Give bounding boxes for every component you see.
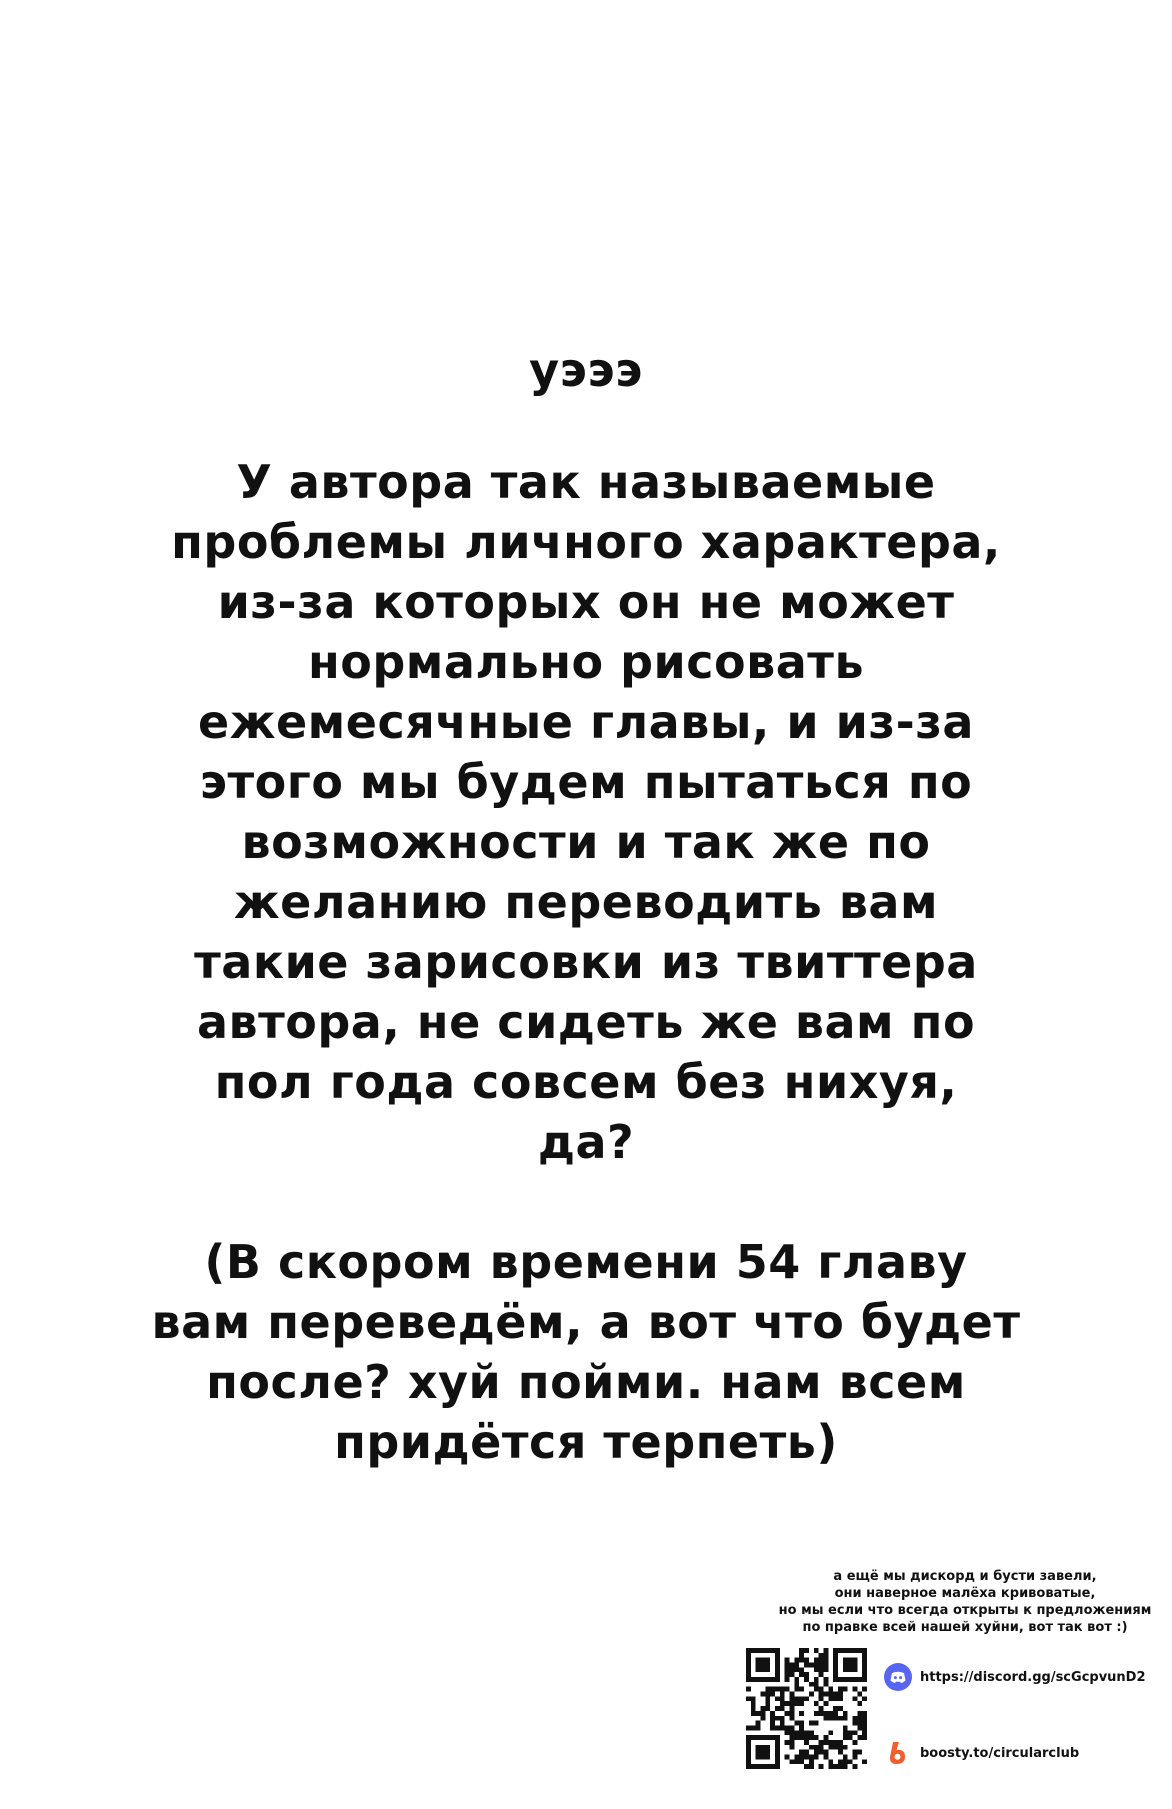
paragraph-line: этого мы будем пытаться по [199, 755, 973, 809]
paragraph-line: (В скором времени 54 главу [204, 1235, 968, 1289]
announcement-paragraph [0, 452, 1172, 1172]
paragraph-line: пол года совсем без нихуя, [214, 1055, 958, 1109]
boosty-link[interactable] [884, 1739, 1079, 1767]
footer-note-line: они наверное малёха кривоватые, [834, 1586, 1096, 1601]
paragraph-line: после? хуй пойми. нам всем [206, 1355, 966, 1409]
boosty-icon [884, 1739, 912, 1767]
footer-note-line: а ещё мы дискорд и бусти завели, [833, 1569, 1097, 1584]
paragraph-line: да? [537, 1115, 635, 1169]
footer-note [760, 1568, 1170, 1636]
paragraph-line: такие зарисовки из твиттера [194, 935, 978, 989]
paragraph-line: автора, не сидеть же вам по [196, 995, 976, 1049]
paragraph-line: возможности и так же по [241, 815, 931, 869]
discord-icon [884, 1663, 912, 1691]
page-heading [0, 340, 1172, 400]
discord-url[interactable]: https://discord.gg/scGcpvunD2 [920, 1669, 1146, 1685]
heading-text: уэээ [529, 343, 643, 397]
paragraph-line: из-за которых он не может [217, 575, 955, 629]
paragraph-line: У автора так называемые [236, 455, 936, 509]
paragraph-line: нормально рисовать [307, 635, 865, 689]
paragraph-line: желанию переводить вам [233, 875, 939, 929]
footer-note-line: по правке всей нашей хуйни, вот так вот :) [802, 1620, 1128, 1635]
footer-note-line: но мы если что всегда открыты к предложениям [778, 1603, 1152, 1618]
paragraph-line: придётся терпеть) [334, 1415, 838, 1469]
paragraph-line: проблемы личного характера, [171, 515, 1001, 569]
qr-code-icon[interactable] [746, 1648, 867, 1769]
discord-link[interactable] [884, 1663, 1146, 1691]
chapter-note-paragraph [0, 1232, 1172, 1472]
paragraph-line: вам переведём, а вот что будет [151, 1295, 1021, 1349]
paragraph-line: ежемесячные главы, и из-за [198, 695, 974, 749]
boosty-url[interactable]: boosty.to/circularclub [920, 1745, 1080, 1761]
